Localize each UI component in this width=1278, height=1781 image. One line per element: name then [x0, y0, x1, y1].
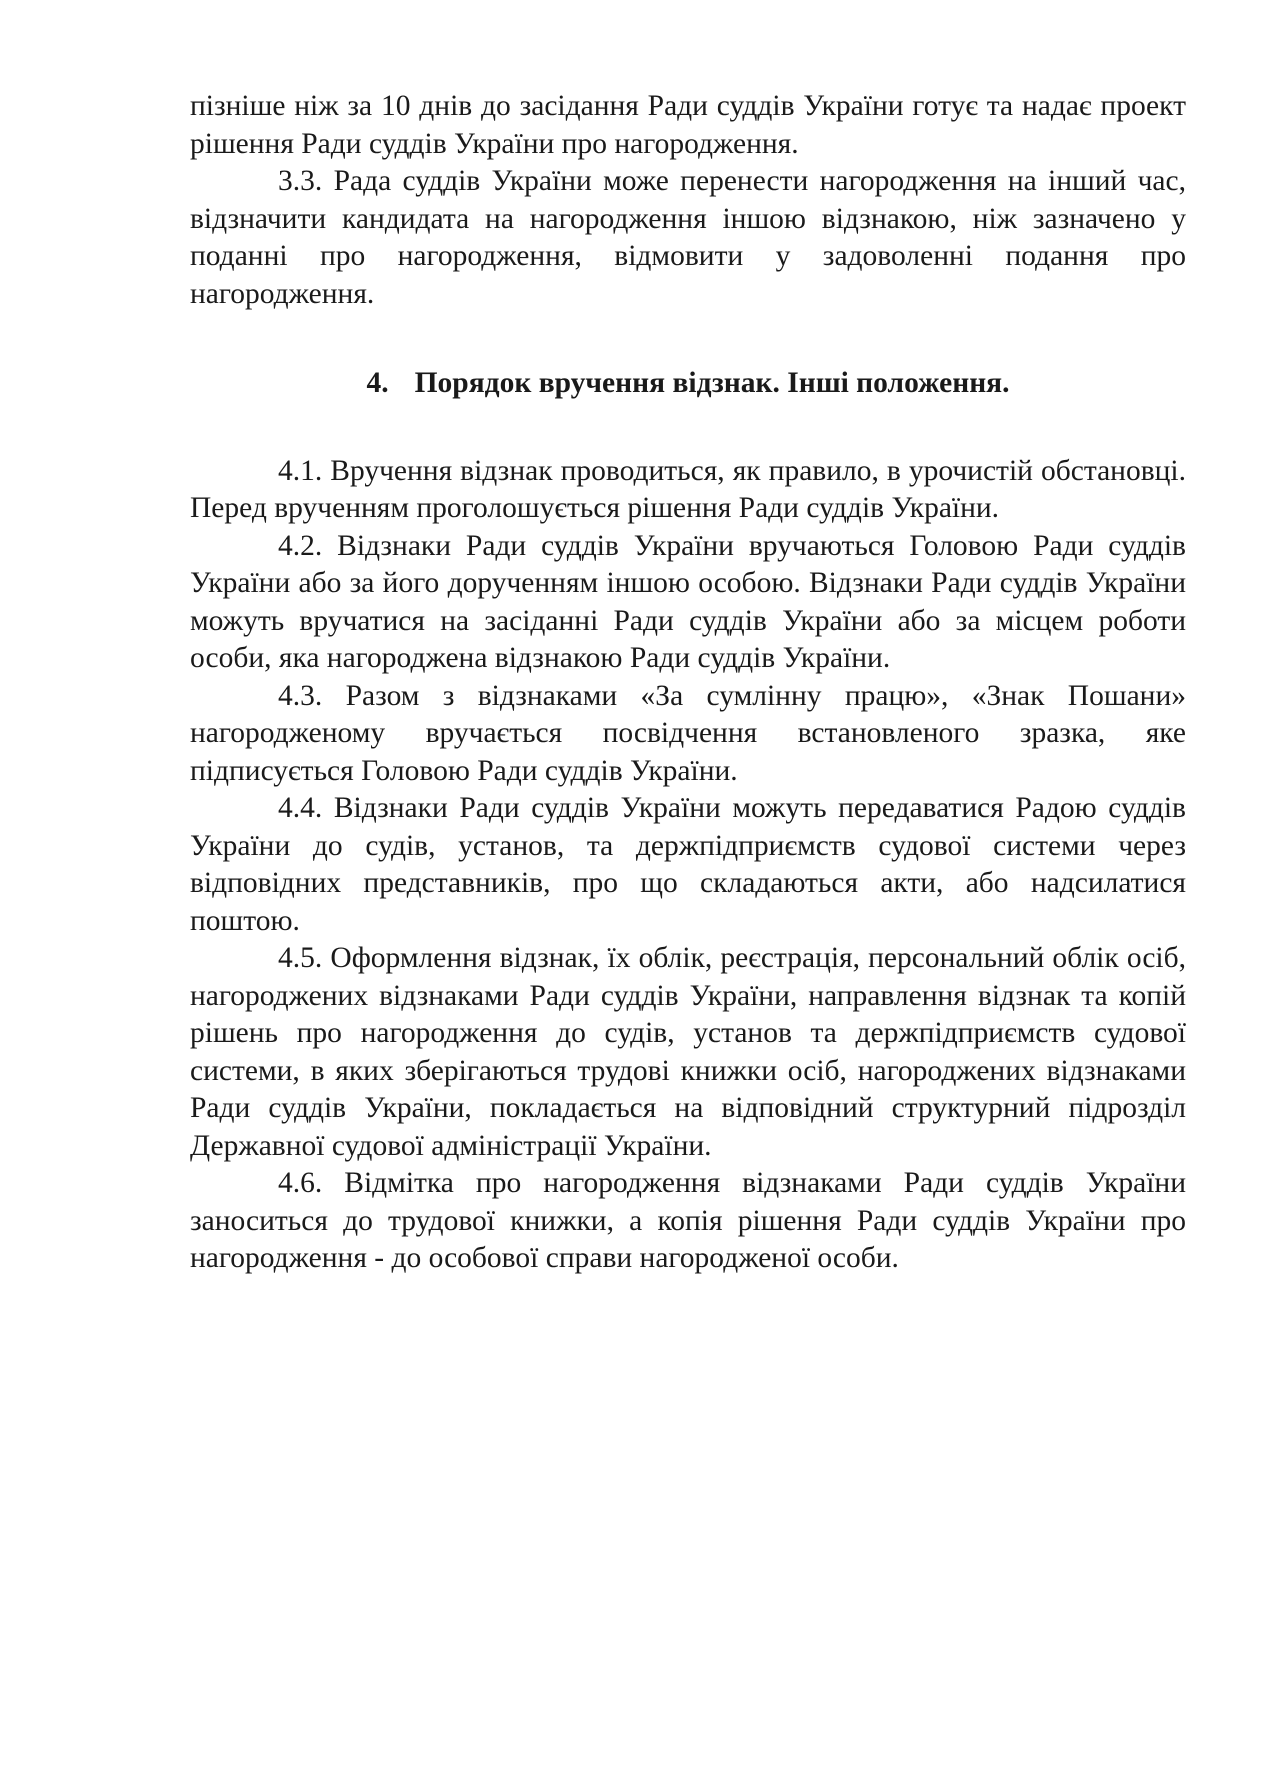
paragraph-3-3: 3.3. Рада суддів України може перенести нагородження на інший час, відзначити кандидата на нагородження іншою відзнакою, ніж зазначено у поданні про нагородження, відмовити у задоволенні подання про нагородження. [190, 165, 1186, 310]
paragraph-4-5: 4.5. Оформлення відзнак, їх облік, реєстрація, персональний облік осіб, нагороджених відзнаками Ради суддів України, направлення відзнак та копій рішень про нагородження до судів, установ та держпідприємств судової системи, в яких зберігаються трудові книжки осіб, нагороджених відзнаками Ради суддів України, покладається на відповідний структурний підрозділ Державної судової адміністрації України. [190, 942, 1186, 1162]
paragraph-4-2: 4.2. Відзнаки Ради суддів України вручаються Головою Ради суддів України або за його дорученням іншою особою. Відзнаки Ради суддів України можуть вручатися на засіданні Ради суддів України або за місцем роботи особи, яка нагороджена відзнакою Ради суддів України. [190, 529, 1186, 674]
paragraph-4-3: 4.3. Разом з відзнаками «За сумлінну працю», «Знак Пошани» нагородженому вручається посвідчення встановленого зразка, яке підписується Головою Ради суддів України. [190, 679, 1186, 787]
paragraph-3-2-continuation: пізніше ніж за 10 днів до засідання Ради суддів України готує та надає проект рішення Ради суддів України про нагородження. [190, 90, 1186, 160]
section-heading [190, 365, 1186, 403]
section-title: Порядок вручення відзнак. Інші положення. [414, 367, 1010, 399]
document-page [190, 88, 1186, 1278]
paragraph-4-6: 4.6. Відмітка про нагородження відзнаками Ради суддів України заноситься до трудової книжки, а копія рішення Ради суддів України про нагородження - до особової справи нагородженої особи. [190, 1167, 1186, 1274]
paragraph-4-1: 4.1. Вручення відзнак проводиться, як правило, в урочистій обстановці. Перед врученням проголошується рішення Ради суддів України. [190, 454, 1186, 524]
paragraph-4-4: 4.4. Відзнаки Ради суддів України можуть передаватися Радою суддів України до судів, установ, та держпідприємств судової системи через відповідних представників, про що складаються акти, або надсилатися поштою. [190, 792, 1186, 937]
section-number: 4. [366, 367, 389, 399]
